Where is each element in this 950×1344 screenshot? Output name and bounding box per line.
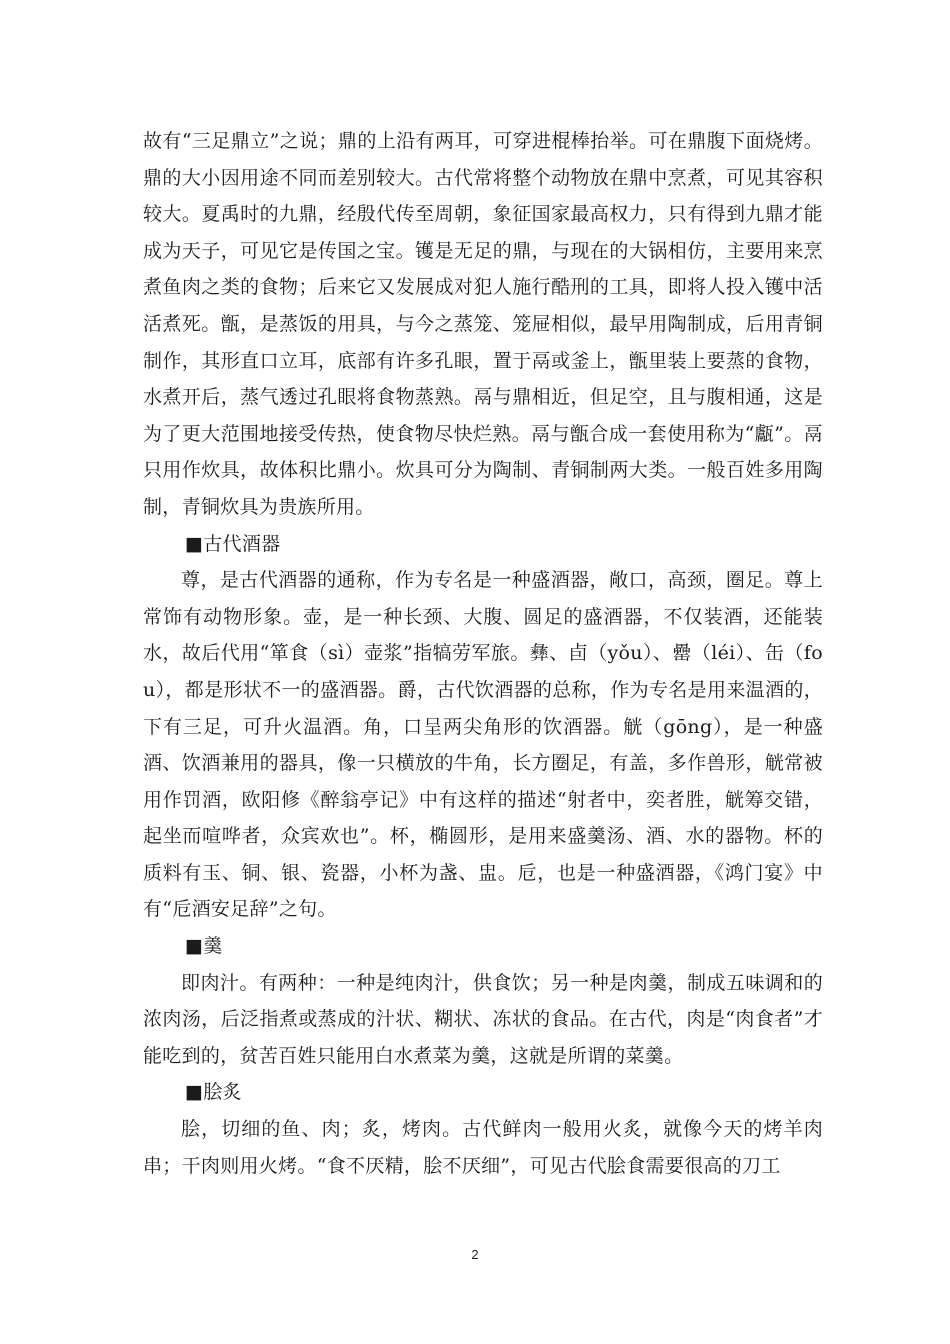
- paragraph-broth: 即肉汁。有两种：一种是纯肉汁，供食饮；另一种是肉羹，制成五味调和的浓肉汤，后泛指煮或蒸成的汁状、糊状、冻状的食品。在古代，肉是“肉食者”才能吃到的，贫苦百姓只能用白水煮菜为羹，这就是所谓的菜羹。: [143, 971, 823, 1067]
- paragraph-cooking-vessels: 故有“三足鼎立”之说；鼎的上沿有两耳，可穿进棍棒抬举。可在鼎腹下面烧烤。鼎的大小因用途不同而差别较大。古代常将整个动物放在鼎中烹煮，可见其容积较大。夏禹时的九鼎，经殷代传至周朝，象征国家最高权力，只有得到九鼎才能成为天子，可见它是传国之宝。镬是无足的鼎，与现在的大锅相仿，主要用来烹煮鱼肉之类的食物；后来它又发展成对犯人施行酷刑的工具，即将人投入镬中活活煮死。甑，是蒸饭的用具，与今之蒸笼、笼屉相似，最早用陶制成，后用青铜制作，其形直口立耳，底部有许多孔眼，置于鬲或釜上，甑里装上要蒸的食物，水煮开后，蒸气透过孔眼将食物蒸熟。鬲与鼎相近，但足空，且与腹相通，这是为了更大范围地接受传热，使食物尽快烂熟。鬲与甑合成一套使用称为“甗”。鬲只用作炊具，故体积比鼎小。炊具可分为陶制、青铜制两大类。一般百姓多用陶制，青铜炊具为贵族所用。: [143, 130, 823, 518]
- page-number: 2: [471, 1247, 479, 1262]
- section-heading-wine-vessels: ■古代酒器: [185, 532, 281, 555]
- section-heading-minced-roast: ■脍炙: [185, 1081, 242, 1104]
- page-content: [143, 123, 823, 1184]
- paragraph-wine-vessels: 尊，是古代酒器的通称，作为专名是一种盛酒器，敞口，高颈，圈足。尊上常饰有动物形象。壶，是一种长颈、大腹、圆足的盛酒器，不仅装酒，还能装水，故后代用“箪食（sì）壶浆”指犒劳军旅。彝、卣（yǒu）、罍（léi）、缶（fou），都是形状不一的盛酒器。爵，古代饮酒器的总称，作为专名是用来温酒的，下有三足，可升火温酒。角，口呈两尖角形的饮酒器。觥（gōng），是一种盛酒、饮酒兼用的器具，像一只横放的牛角，长方圈足，有盖，多作兽形，觥常被用作罚酒，欧阳修《醉翁亭记》中有这样的描述“射者中，奕者胜，觥筹交错，起坐而喧哗者，众宾欢也”。杯，椭圆形，是用来盛羹汤、酒、水的器物。杯的质料有玉、铜、银、瓷器，小杯为盏、盅。卮，也是一种盛酒器，《鸿门宴》中有“卮酒安足辞”之句。: [143, 569, 823, 921]
- section-heading-broth: ■羹: [185, 935, 223, 958]
- paragraph-minced-roast: 脍，切细的鱼、肉；炙，烤肉。古代鲜肉一般用火炙，就像今天的烤羊肉串；干肉则用火烤。“食不厌精，脍不厌细”，可见古代脍食需要很高的刀工: [143, 1118, 823, 1177]
